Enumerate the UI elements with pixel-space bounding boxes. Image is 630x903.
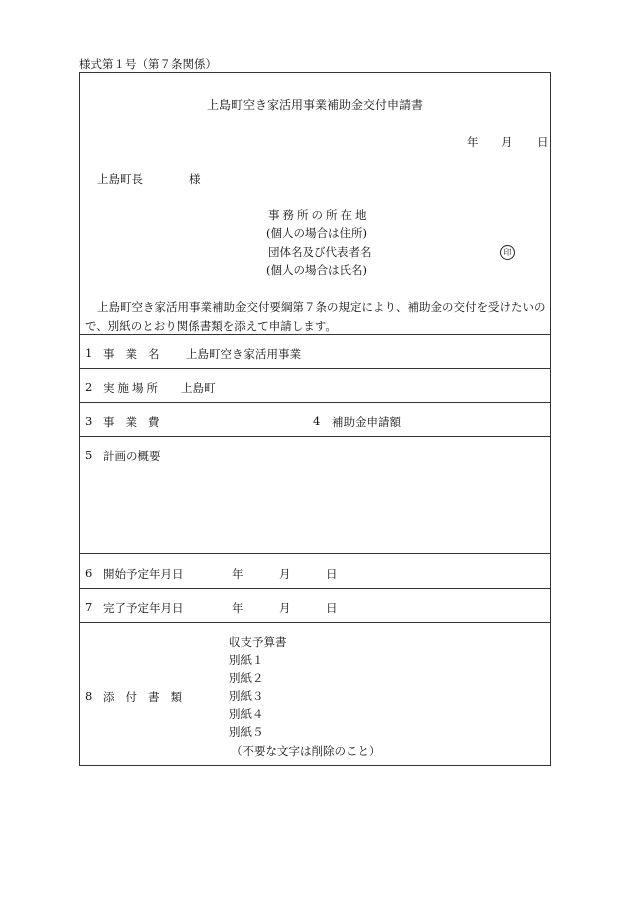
addressee-name: 上島町長 — [97, 172, 143, 186]
attachment-note: （不要な文字は削除のこと） — [231, 744, 381, 758]
row5-label: 計画の概要 — [103, 449, 161, 463]
row4-number: 4 — [313, 414, 321, 428]
seal-icon: 印 — [500, 245, 515, 260]
row5-number: 5 — [85, 448, 93, 462]
divider-row5 — [79, 436, 551, 437]
attachment-item: 別紙４ — [229, 707, 264, 721]
divider-row3 — [79, 402, 551, 403]
row8-number: 8 — [85, 689, 93, 703]
row2-label: 実施場所 — [103, 381, 161, 395]
row8-label: 添付書類 — [103, 690, 193, 704]
row3-label: 事業費 — [103, 415, 171, 429]
row7-year: 年 — [232, 601, 244, 615]
date-month-label: 月 — [501, 135, 513, 149]
body-text-line1: 上島町空き家活用事業補助金交付要綱第７条の規定により、補助金の交付を受けたいの — [97, 300, 546, 314]
org-name-label: 団体名及び代表者名 — [268, 245, 372, 259]
body-text-line2: で、別紙のとおり関係書類を添えて申請します。 — [85, 319, 337, 333]
row3-number: 3 — [85, 414, 93, 428]
addressee-honorific: 様 — [189, 172, 201, 186]
office-address-label: 事務所の所在地 — [268, 208, 370, 222]
form-title: 上島町空き家活用事業補助金交付申請書 — [206, 98, 423, 112]
seal-mark — [500, 244, 515, 260]
date-year-label: 年 — [467, 135, 479, 149]
attachment-item: 別紙３ — [229, 689, 264, 703]
row7-number: 7 — [85, 600, 93, 614]
office-address-note: (個人の場合は住所) — [266, 226, 367, 240]
row4-label: 補助金申請額 — [332, 415, 401, 429]
row2-number: 2 — [85, 380, 93, 394]
row7-label: 完了予定年月日 — [103, 601, 184, 615]
row7-day: 日 — [326, 601, 338, 615]
attachment-item: 別紙５ — [229, 725, 264, 739]
org-name-note: (個人の場合は氏名) — [266, 263, 367, 277]
divider-row8 — [79, 622, 551, 623]
row6-year: 年 — [232, 567, 244, 581]
row1-label: 事業名 — [103, 347, 171, 361]
row7-month: 月 — [279, 601, 291, 615]
divider-row2 — [79, 368, 551, 369]
attachment-item: 収支予算書 — [229, 635, 287, 649]
row6-label: 開始予定年月日 — [103, 567, 184, 581]
attachment-item: 別紙１ — [229, 653, 264, 667]
form-number: 様式第１号（第７条関係） — [79, 57, 217, 71]
date-day-label: 日 — [537, 135, 549, 149]
attachment-item: 別紙２ — [229, 671, 264, 685]
row1-number: 1 — [85, 346, 93, 360]
row6-number: 6 — [85, 566, 93, 580]
divider-row1 — [79, 334, 551, 335]
row6-day: 日 — [326, 567, 338, 581]
row1-value[interactable]: 上島町空き家活用事業 — [186, 347, 301, 361]
divider-row6 — [79, 553, 551, 554]
divider-row7 — [79, 588, 551, 589]
row6-month: 月 — [279, 567, 291, 581]
row2-value[interactable]: 上島町 — [181, 381, 216, 395]
